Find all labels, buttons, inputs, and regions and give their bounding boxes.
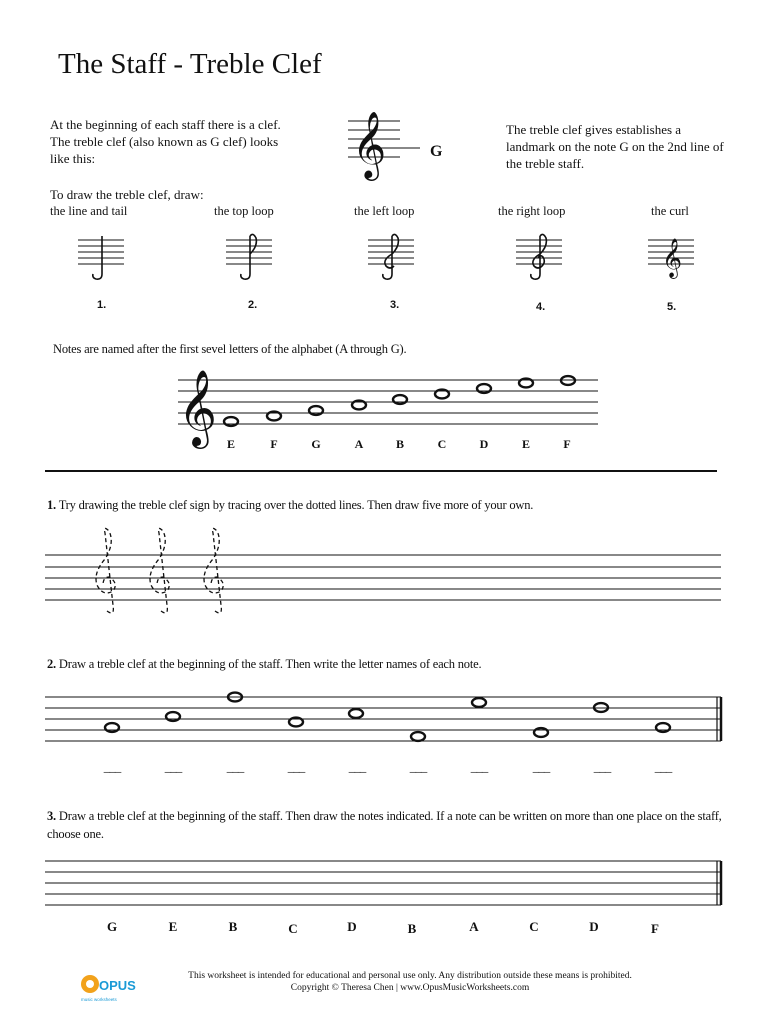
note-label: D [479, 437, 489, 451]
ex2-note [166, 712, 180, 721]
step-number-5: 5. [667, 301, 677, 313]
step-1-staff [78, 232, 128, 282]
ex3-note-label: C [288, 921, 298, 936]
notes-caption: Notes are named after the first sevel letters of the alphabet (A through G). [53, 342, 407, 356]
answer-blank[interactable]: ___ [164, 759, 182, 774]
exercise-2-text [47, 657, 481, 672]
step-label-5: the curl [651, 204, 689, 218]
note-label: F [270, 437, 278, 451]
step-number-3: 3. [390, 299, 400, 311]
intro-right-text: The treble clef gives establishes a landmark on the note G on the 2nd line of the treble staff. [506, 122, 724, 171]
ex2-note [472, 698, 486, 707]
answer-blank[interactable]: ___ [593, 759, 611, 774]
ex2-note [105, 723, 119, 732]
ex2-note [534, 728, 548, 737]
intro-left-text: At the beginning of each staff there is a clef. The treble clef (also known as G clef) looks like this: [50, 117, 281, 166]
note-b [393, 395, 407, 404]
treble-clef-icon: 𝄞 [352, 110, 387, 178]
step-3-staff [368, 232, 418, 282]
exercise-1-staff[interactable] [45, 525, 725, 625]
drawing-heading: To draw the treble clef, draw: [50, 187, 204, 202]
exercise-1-number: 1. [47, 498, 56, 512]
ex3-note-label: G [106, 919, 118, 934]
answer-blank[interactable]: ___ [348, 759, 366, 774]
logo-text: OPUS [99, 978, 136, 993]
footer [110, 970, 710, 994]
ex3-note-label: A [469, 919, 479, 934]
answer-blank[interactable]: ___ [103, 759, 121, 774]
g-label: G [430, 143, 443, 160]
ex3-note-label: B [228, 919, 238, 934]
answer-blank[interactable]: ___ [532, 759, 550, 774]
ex3-note-label: E [168, 919, 178, 934]
exercise-3-instruction: Draw a treble clef at the beginning of the staff. Then draw the notes indicated. If a note can be written on more than one place on the staff, choose one. [47, 809, 722, 841]
answer-blank[interactable]: ___ [654, 759, 672, 774]
note-d [477, 384, 491, 393]
intro-clef-staff [340, 100, 430, 190]
exercise-3-staff[interactable] [45, 855, 725, 910]
exercise-2-number: 2. [47, 657, 56, 671]
treble-clef-icon: 𝄞 [178, 369, 218, 446]
page-title: The Staff - Treble Clef [58, 48, 322, 80]
step-4-staff [516, 232, 566, 282]
note-label: A [354, 437, 364, 451]
exercise-2-instruction: Draw a treble clef at the beginning of the staff. Then write the letter names of each note. [58, 657, 482, 671]
answer-blank[interactable]: ___ [470, 759, 488, 774]
step-number-1: 1. [97, 299, 107, 311]
note-label: C [437, 437, 447, 451]
footer-disclaimer: This worksheet is intended for educational and personal use only. Any distribution outside these means is prohibited. [188, 971, 632, 981]
section-divider [45, 468, 720, 474]
ex3-note-label: D [347, 919, 357, 934]
step-number-2: 2. [248, 299, 258, 311]
step-label-1: the line and tail [50, 204, 128, 218]
note-label: F [563, 437, 571, 451]
treble-clef-icon: 𝄞 [662, 238, 683, 278]
answer-blank[interactable]: ___ [409, 759, 427, 774]
exercise-3-number: 3. [47, 809, 56, 823]
exercise-1-instruction: Try drawing the treble clef sign by tracing over the dotted lines. Then draw five more of your own. [58, 498, 534, 512]
exercise-3-text [47, 807, 737, 843]
note-label: E [226, 437, 235, 451]
ex3-note-label: C [529, 919, 539, 934]
answer-blank[interactable]: ___ [287, 759, 305, 774]
ex2-note [411, 732, 425, 741]
note-label: E [521, 437, 530, 451]
step-label-4: the right loop [498, 204, 566, 218]
ex3-note-label: D [589, 919, 599, 934]
ex2-note [349, 709, 363, 718]
step-2-staff [226, 232, 276, 282]
ex2-note [656, 723, 670, 732]
exercise-1-text [47, 498, 533, 513]
step-label-2: the top loop [214, 204, 274, 218]
note-g [309, 406, 323, 415]
ex3-note-label: B [407, 921, 417, 936]
ex3-note-label: F [651, 921, 659, 936]
note-label: G [311, 437, 321, 451]
step-5-staff [648, 232, 698, 282]
notes-staff [178, 360, 603, 446]
note-label: B [395, 437, 404, 451]
note-e [224, 417, 238, 426]
logo-subtext: music worksheets [81, 997, 117, 1002]
footer-copyright: Copyright © Theresa Chen | www.OpusMusicWorksheets.com [290, 983, 530, 993]
step-label-3: the left loop [354, 204, 415, 218]
exercise-2-staff[interactable] [45, 685, 725, 750]
answer-blank[interactable]: ___ [226, 759, 244, 774]
step-number-4: 4. [536, 301, 546, 313]
